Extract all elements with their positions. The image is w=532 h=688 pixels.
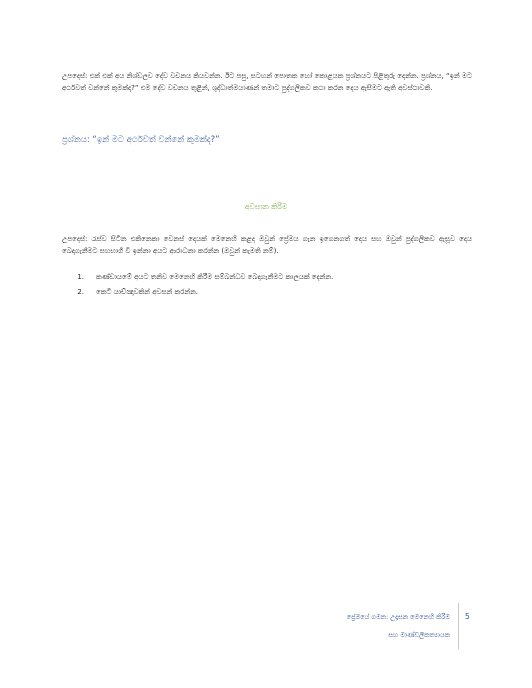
list-text: කෙටි යාච්ඤාවකින් අවසන් කරන්න.: [96, 288, 198, 296]
instruction-paragraph-2: උපදෙස්: රැස්ව සිටින එකිනෙකා වෙනස් දෙයක් මෙනෙහි කළද ඔවුන් ප්‍රේමය ගැන ඉගෙනගත් දෙය සහ ඔවුන් පුද්ගලිකව ඇසූව දෙය බෙදාගැනීමට සහභාගී වී ඉන්නා අයට ආරාධනා කරන්න (ඔවුන් කැමති නම්).: [62, 235, 472, 255]
footer-title: ප්‍රේමයේ ගමන: උදෑසන මෙනෙහි කිරීම: [346, 613, 450, 621]
list-text: කණ්ඩායමේ අයට තනිව මෙනෙහි කිරීම සම්බන්ධව බෙදාගැනීමට කාලයක් දෙන්න.: [96, 273, 334, 281]
instruction-paragraph-1: උපදෙස්: එක් එක් අය නිශ්ඩලව දේව වචනය කියවන්න. ඊට පසු, සටහන් පොතක හෝ කොළයක ප්‍රශ්නයට පිළිතුරු දෙන්න. ප්‍රශ්නය, “ඉන් මට අර්ථවත් වන්නේ කුමක්ද?” එම දේව වචනය තුළින්, ශුද්ධාත්මයාණන් තමාට පුද්ගලිකව කථා කරන දෙය ඇසීමට ඇති අවස්ථාවකි.: [62, 72, 472, 92]
list-item: [62, 285, 472, 300]
page-number: 5: [465, 612, 470, 621]
page-footer: [347, 608, 450, 644]
footer-divider: [458, 603, 459, 649]
list-item: [62, 270, 472, 285]
reflection-question: ප්‍රශ්නය: “ඉන් මට අර්ථවත් වන්නේ කුමක්ද?”: [62, 135, 220, 145]
footer-subtitle: සහ මාණ්ඩලිකත්‍යායක: [388, 631, 450, 639]
list-number: 1.: [77, 273, 84, 281]
numbered-list: [62, 270, 472, 300]
list-number: 2.: [77, 288, 84, 296]
section-heading: අවසාන කිරීම: [244, 202, 288, 211]
